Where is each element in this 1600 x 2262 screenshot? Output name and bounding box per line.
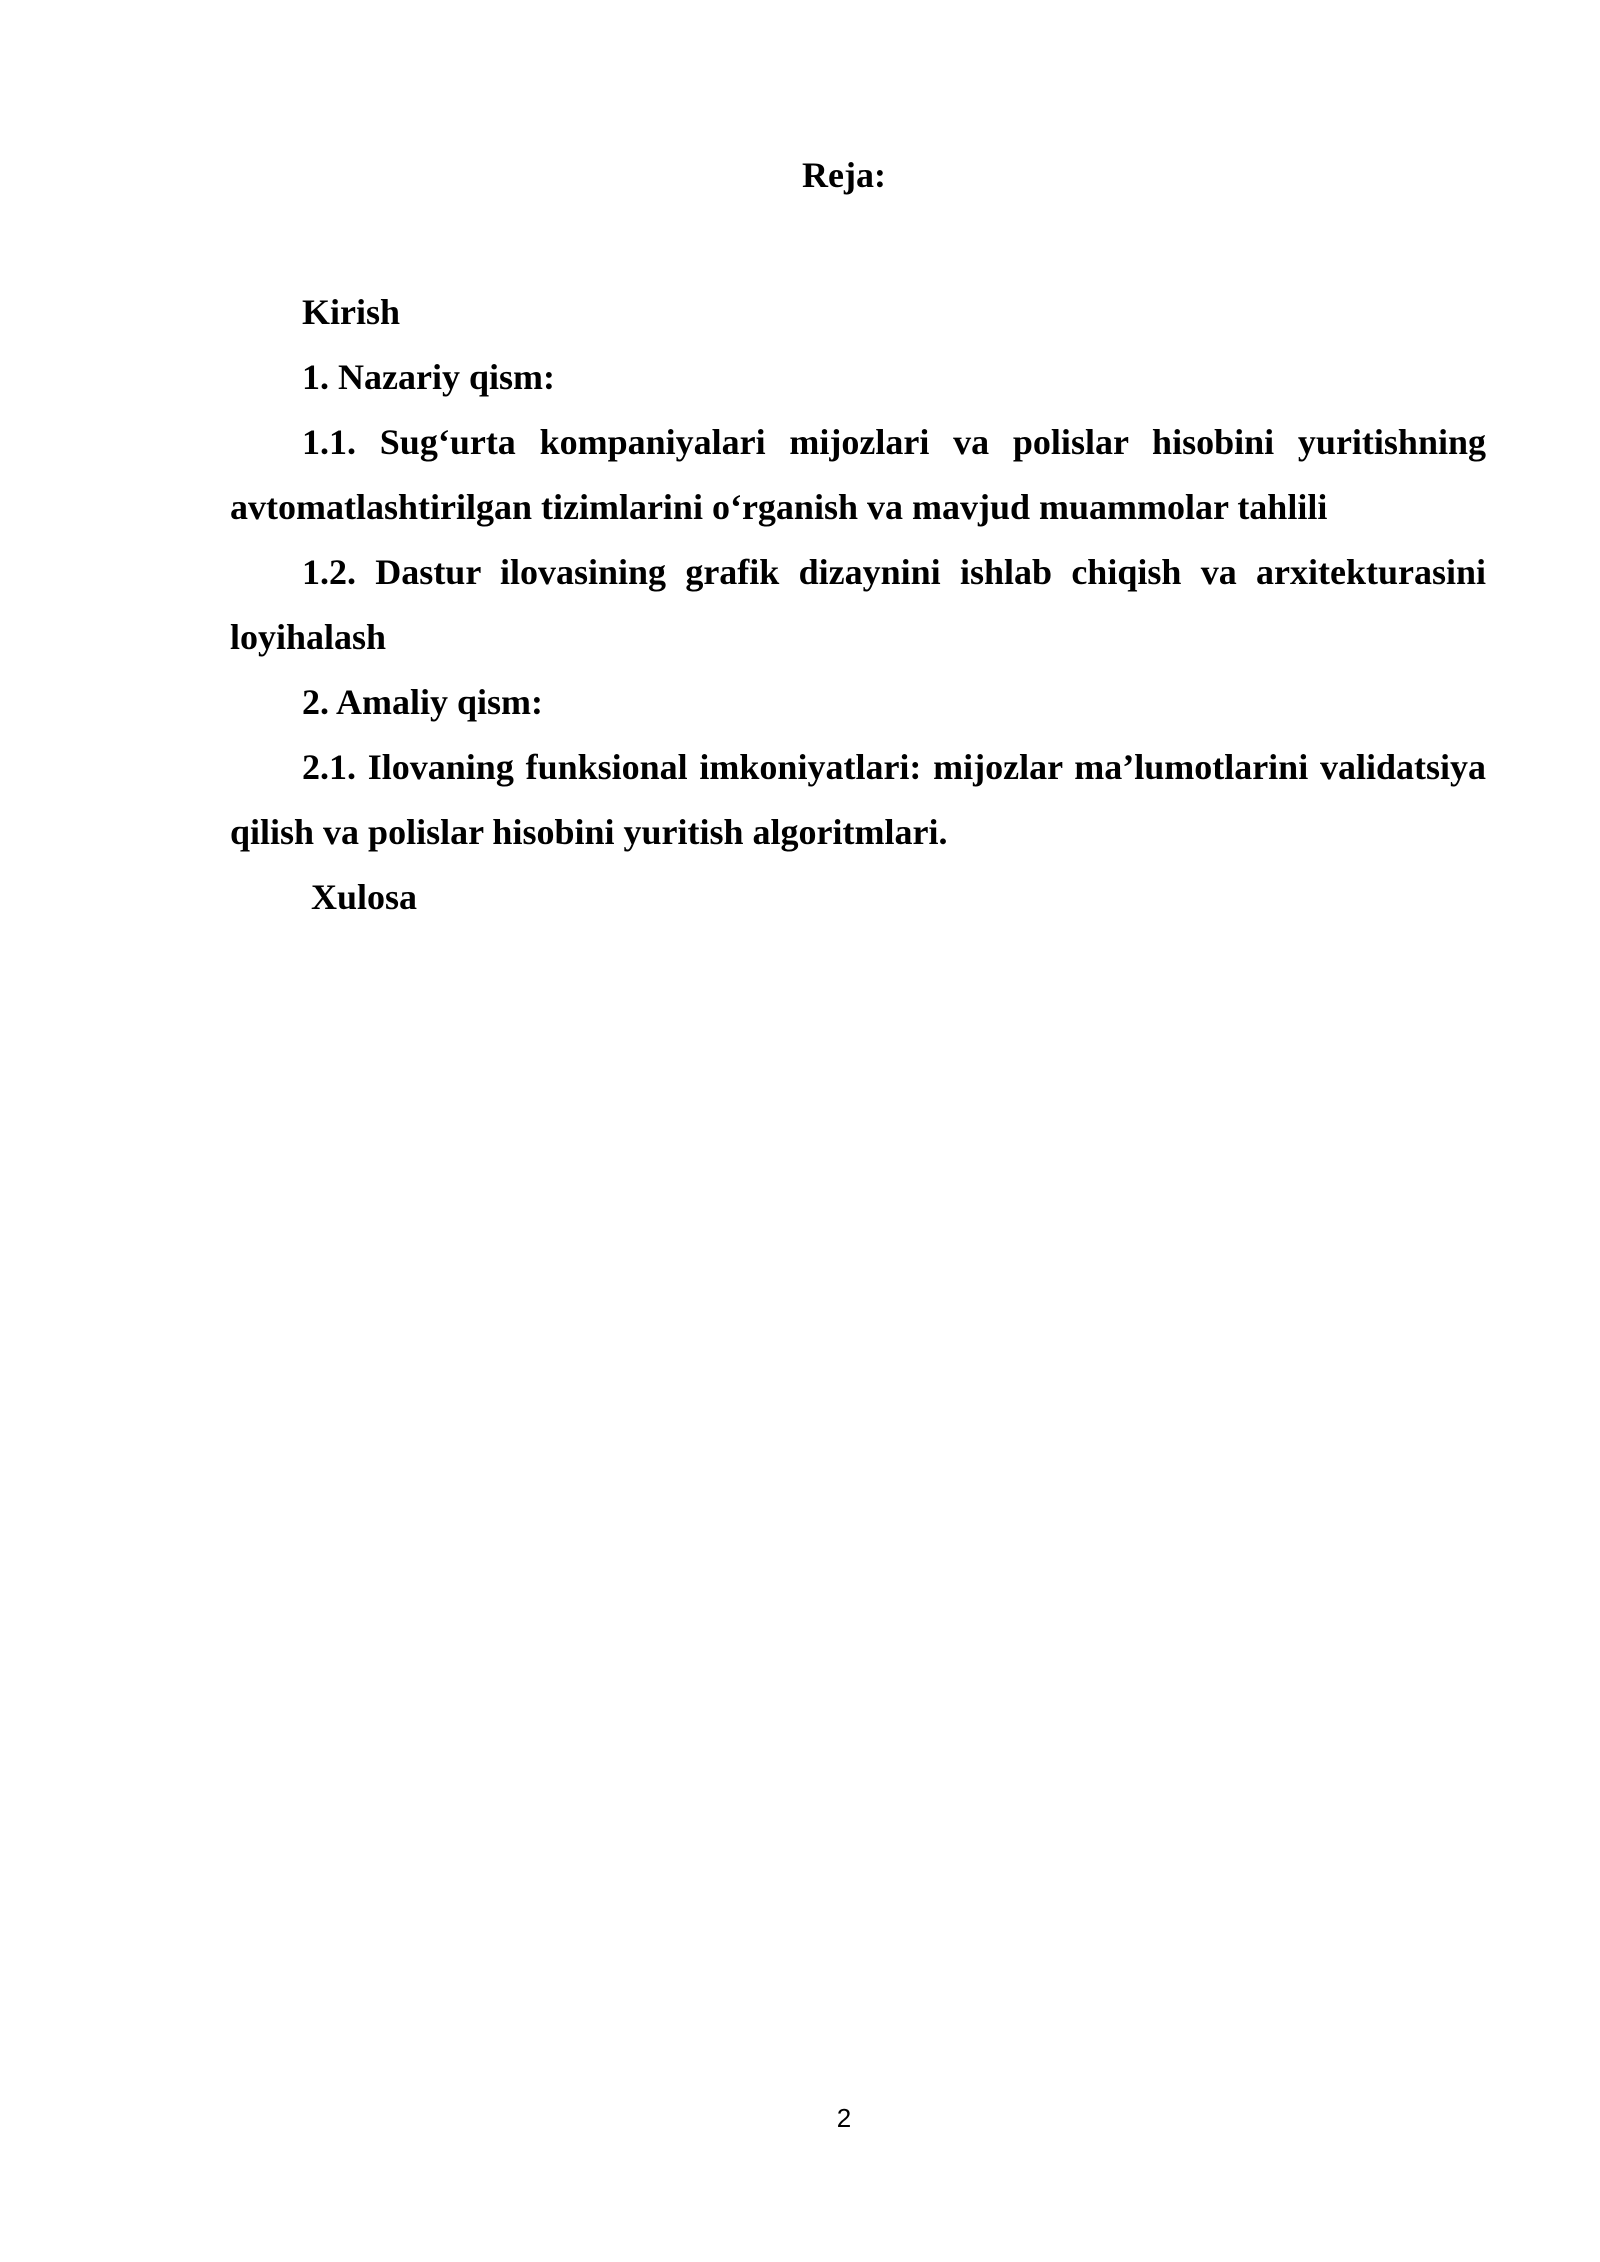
toc-item-intro: Kirish: [302, 292, 401, 332]
toc-item-part-1: 1. Nazariy qism:: [302, 357, 555, 397]
page-title: Reja:: [802, 155, 886, 195]
toc-item-conclusion: Xulosa: [311, 877, 418, 917]
toc-item-part-2: 2. Amaliy qism:: [302, 682, 544, 722]
toc-item-1-1: 1.1. Sug‘urta kompaniyalari mijozlari va polislar hisobini yuritishning avtomatlashtirilgan tizimlarini o‘rganish va mavjud muammolar tahlili: [230, 422, 1486, 527]
page-number: 2: [836, 2103, 852, 2133]
toc-item-1-2: 1.2. Dastur ilovasining grafik dizaynini ishlab chiqish va arxitekturasini loyihalash: [230, 552, 1486, 657]
toc-item-2-1: 2.1. Ilovaning funksional imkoniyatlari: mijozlar ma’lumotlarini validatsiya qilish va polislar hisobini yuritish algoritmlari.: [230, 747, 1486, 852]
table-of-contents: [230, 280, 1486, 930]
